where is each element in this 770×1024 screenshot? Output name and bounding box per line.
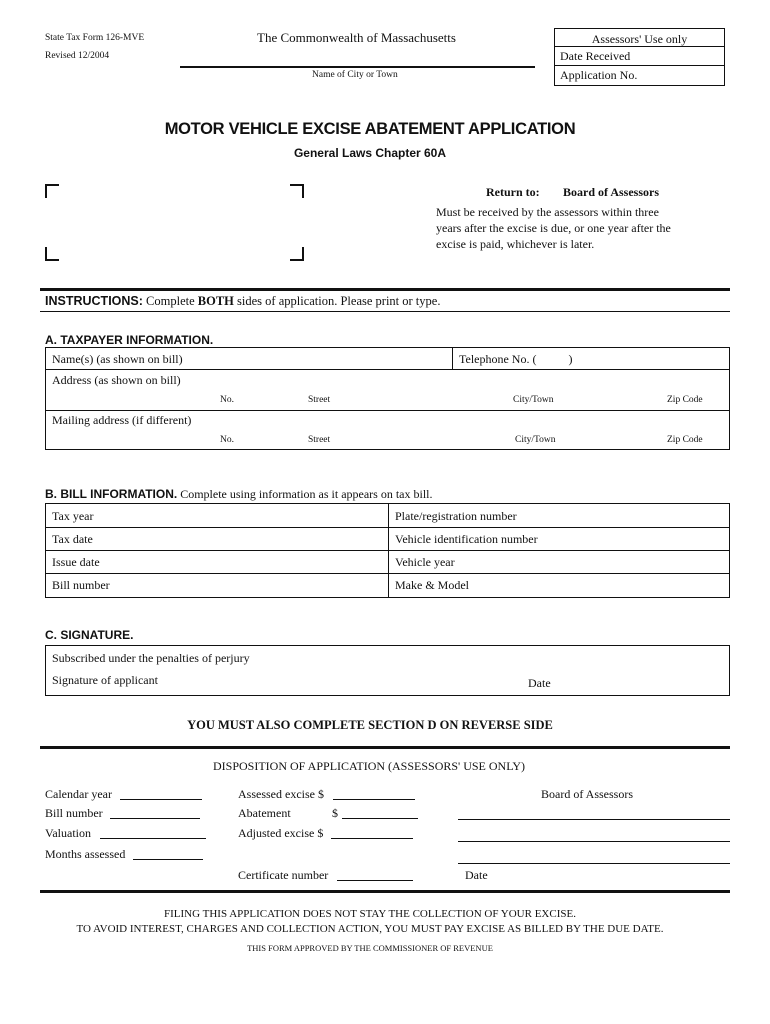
address-window-corner-tl bbox=[45, 184, 59, 198]
disposition-rule bbox=[40, 746, 730, 749]
make-model-field[interactable]: Make & Model bbox=[395, 578, 469, 592]
section-a-title: A. TAXPAYER INFORMATION. bbox=[45, 333, 214, 347]
return-to-line2: years after the excise is due, or one year after the bbox=[436, 221, 671, 235]
signature-box bbox=[45, 645, 730, 696]
calendar-year-label: Calendar year bbox=[45, 787, 112, 801]
disposition-bill-number-line[interactable] bbox=[110, 818, 200, 819]
assessed-excise-line[interactable] bbox=[333, 799, 415, 800]
instructions-rule bbox=[40, 288, 730, 291]
valuation-label: Valuation bbox=[45, 826, 91, 840]
form-title: MOTOR VEHICLE EXCISE ABATEMENT APPLICATION bbox=[164, 120, 576, 138]
board-of-assessors-label: Board of Assessors bbox=[541, 787, 633, 801]
section-b-title: B. BILL INFORMATION. bbox=[45, 487, 178, 501]
adjusted-excise-label: Adjusted excise $ bbox=[238, 826, 324, 840]
footer-line1: FILING THIS APPLICATION DOES NOT STAY THE COLLECTION OF YOUR EXCISE. bbox=[164, 908, 576, 920]
mailing-address-field[interactable]: Mailing address (if different) bbox=[52, 413, 192, 427]
bill-number-field[interactable]: Bill number bbox=[52, 578, 110, 592]
address-window-corner-tr bbox=[290, 184, 304, 198]
telephone-field[interactable]: Telephone No. ( ) bbox=[459, 352, 573, 366]
signature-date-field[interactable]: Date bbox=[528, 676, 551, 690]
footer-line2: TO AVOID INTEREST, CHARGES AND COLLECTION ACTION, YOU MUST PAY EXCISE AS BILLED BY THE DUE DATE. bbox=[76, 923, 664, 935]
address-window-corner-bl bbox=[45, 247, 59, 261]
signature-field[interactable]: Signature of applicant bbox=[52, 673, 158, 687]
city-name-label: Name of City or Town bbox=[312, 70, 398, 80]
assessor-signature-line-2[interactable] bbox=[458, 841, 730, 842]
date-received-label: Date Received bbox=[560, 49, 631, 63]
instructions-label: INSTRUCTIONS: bbox=[45, 294, 143, 308]
tax-year-field[interactable]: Tax year bbox=[52, 509, 94, 523]
section-b-header: B. BILL INFORMATION. Complete using information as it appears on tax bill. bbox=[45, 487, 433, 501]
months-assessed-line[interactable] bbox=[133, 859, 203, 860]
bill-info-box bbox=[45, 503, 730, 598]
address-field[interactable]: Address (as shown on bill) bbox=[52, 373, 181, 387]
disposition-title: DISPOSITION OF APPLICATION (ASSESSORS' USE ONLY) bbox=[213, 759, 526, 773]
disposition-date-label: Date bbox=[465, 868, 488, 882]
assessed-excise-label: Assessed excise $ bbox=[238, 787, 324, 801]
footer-rule bbox=[40, 890, 730, 893]
assessors-use-title: Assessors' Use only bbox=[591, 32, 688, 46]
assessors-use-box bbox=[554, 28, 725, 86]
calendar-year-line[interactable] bbox=[120, 799, 202, 800]
section-d-note: YOU MUST ALSO COMPLETE SECTION D ON REVERSE SIDE bbox=[187, 718, 553, 732]
commonwealth-title: The Commonwealth of Massachusetts bbox=[257, 30, 456, 45]
issue-date-field[interactable]: Issue date bbox=[52, 555, 100, 569]
perjury-statement: Subscribed under the penalties of perjury bbox=[52, 651, 250, 665]
abatement-label: Abatement bbox=[238, 806, 291, 820]
return-to-line3: excise is paid, whichever is later. bbox=[436, 237, 595, 251]
tax-date-field[interactable]: Tax date bbox=[52, 532, 93, 546]
city-name-line[interactable] bbox=[180, 66, 535, 68]
vehicle-year-field[interactable]: Vehicle year bbox=[395, 555, 455, 569]
abatement-line[interactable] bbox=[342, 818, 418, 819]
certificate-number-label: Certificate number bbox=[238, 868, 329, 882]
return-to-line1: Must be received by the assessors within three bbox=[436, 205, 659, 219]
instructions: INSTRUCTIONS: Complete BOTH sides of application. Please print or type. bbox=[45, 294, 441, 308]
section-c-title: C. SIGNATURE. bbox=[45, 628, 134, 642]
form-subtitle: General Laws Chapter 60A bbox=[293, 146, 447, 160]
valuation-line[interactable] bbox=[100, 838, 206, 839]
address-window-corner-br bbox=[290, 247, 304, 261]
return-to-board: Board of Assessors bbox=[563, 185, 660, 199]
bill-number-label: Bill number bbox=[45, 806, 103, 820]
assessor-signature-line-3[interactable] bbox=[458, 863, 730, 864]
assessor-signature-line-1[interactable] bbox=[458, 819, 730, 820]
names-field[interactable]: Name(s) (as shown on bill) bbox=[52, 352, 183, 366]
certificate-number-line[interactable] bbox=[337, 880, 413, 881]
taxpayer-info-box: Name(s) (as shown on bill) Telephone No. ( ) Address (as shown on bill) No. Street City/Town Zip Code Mailing address (if different) No. Street City/Town Zip Code bbox=[45, 347, 730, 450]
vin-field[interactable]: Vehicle identification number bbox=[395, 532, 538, 546]
approval-note: THIS FORM APPROVED BY THE COMMISSIONER OF REVENUE bbox=[247, 943, 493, 953]
plate-number-field[interactable]: Plate/registration number bbox=[395, 509, 517, 523]
return-to-label: Return to: bbox=[486, 185, 540, 199]
revised-date: Revised 12/2004 bbox=[45, 51, 110, 61]
months-assessed-label: Months assessed bbox=[45, 847, 126, 861]
application-no-label: Application No. bbox=[560, 68, 638, 82]
form-id: State Tax Form 126-MVE bbox=[45, 33, 145, 43]
adjusted-excise-line[interactable] bbox=[331, 838, 413, 839]
